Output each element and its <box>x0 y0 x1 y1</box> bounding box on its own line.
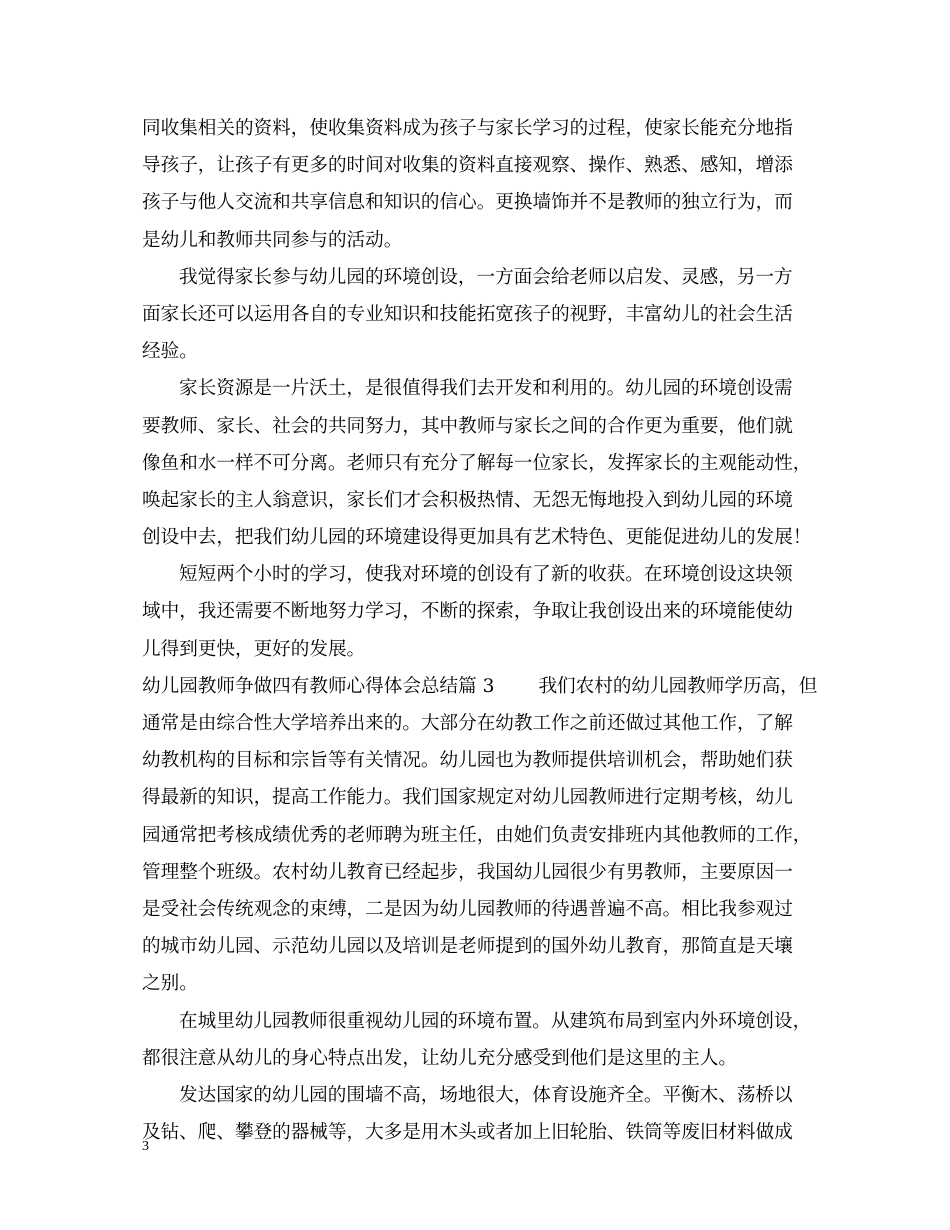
paragraph-line: 面家长还可以运用各自的专业知识和技能拓宽孩子的视野，丰富幼儿的社会生活 <box>142 303 793 325</box>
paragraph-line: 孩子与他人交流和共享信息和知识的信心。更换墙饰并不是教师的独立行为，而 <box>142 192 793 214</box>
paragraph-line: 家长资源是一片沃土，是很值得我们去开发和利用的。幼儿园的环境创设需 <box>179 378 793 400</box>
paragraph-line: 儿得到更快，更好的发展。 <box>142 638 366 660</box>
paragraph-line: 短短两个小时的学习，使我对环境的创设有了新的收获。在环境创设这块领 <box>179 564 793 586</box>
paragraph-line: 在城里幼儿园教师很重视幼儿园的环境布置。从建筑布局到室内外环境创设， <box>179 1010 812 1032</box>
paragraph-line: 发达国家的幼儿园的围墙不高，场地很大，体育设施齐全。平衡木、荡桥以 <box>179 1084 793 1106</box>
paragraph-line: 及钻、爬、攀登的器械等，大多是用木头或者加上旧轮胎、铁筒等废旧材料做成 <box>142 1122 793 1144</box>
paragraph-line: 得最新的知识，提高工作能力。我们国家规定对幼儿园教师进行定期考核，幼儿 <box>142 787 793 809</box>
paragraph-line: 的城市幼儿园、示范幼儿园以及培训是老师提到的国外幼儿教育，那简直是天壤 <box>142 936 793 958</box>
paragraph-line: 之别。 <box>142 973 198 995</box>
paragraph-line: 通常是由综合性大学培养出来的。大部分在幼教工作之前还做过其他工作，了解 <box>142 713 793 734</box>
paragraph-line: 创设中去，把我们幼儿园的环境建设得更加具有艺术特色、更能促进幼儿的发展！ <box>142 527 812 549</box>
paragraph-line: 导孩子，让孩子有更多的时间对收集的资料直接观察、操作、熟悉、感知，增添 <box>142 155 793 177</box>
section-title: 幼儿园教师争做四有教师心得体会总结篇 3 <box>142 675 495 697</box>
paragraph-line: 幼教机构的目标和宗旨等有关情况。幼儿园也为教师提供培训机会，帮助她们获 <box>142 750 793 772</box>
page-number: 3 <box>142 1139 149 1154</box>
paragraph-line: 管理整个班级。农村幼儿教育已经起步，我国幼儿园很少有男教师，主要原因一 <box>142 861 793 883</box>
paragraph-line: 像鱼和水一样不可分离。老师只有充分了解每一位家长，发挥家长的主观能动性， <box>142 452 812 474</box>
paragraph-line: 是幼儿和教师共同参与的活动。 <box>142 229 403 251</box>
paragraph-line: 唤起家长的主人翁意识，家长们才会积极热情、无怨无悔地投入到幼儿园的环境 <box>142 489 793 511</box>
paragraph-line: 同收集相关的资料，使收集资料成为孩子与家长学习的过程，使家长能充分地指 <box>142 118 793 139</box>
paragraph-line: 经验。 <box>142 341 198 363</box>
paragraph-line: 我觉得家长参与幼儿园的环境创设，一方面会给老师以启发、灵感，另一方 <box>179 266 793 288</box>
paragraph-line: 园通常把考核成绩优秀的老师聘为班主任，由她们负责安排班内其他教师的工作， <box>142 824 812 846</box>
section-heading-line <box>142 668 822 705</box>
document-body <box>142 110 822 1151</box>
paragraph-line: 是受社会传统观念的束缚，二是因为幼儿园教师的待遇普遍不高。相比我参观过 <box>142 898 793 920</box>
paragraph-start: 我们农村的幼儿园教师学历高，但 <box>538 675 818 697</box>
paragraph-line: 都很注意从幼儿的身心特点出发，让幼儿充分感受到他们是这里的主人。 <box>142 1047 738 1069</box>
paragraph-line: 域中，我还需要不断地努力学习，不断的探索，争取让我创设出来的环境能使幼 <box>142 601 793 623</box>
paragraph-line: 要教师、家长、社会的共同努力，其中教师与家长之间的合作更为重要，他们就 <box>142 415 793 437</box>
